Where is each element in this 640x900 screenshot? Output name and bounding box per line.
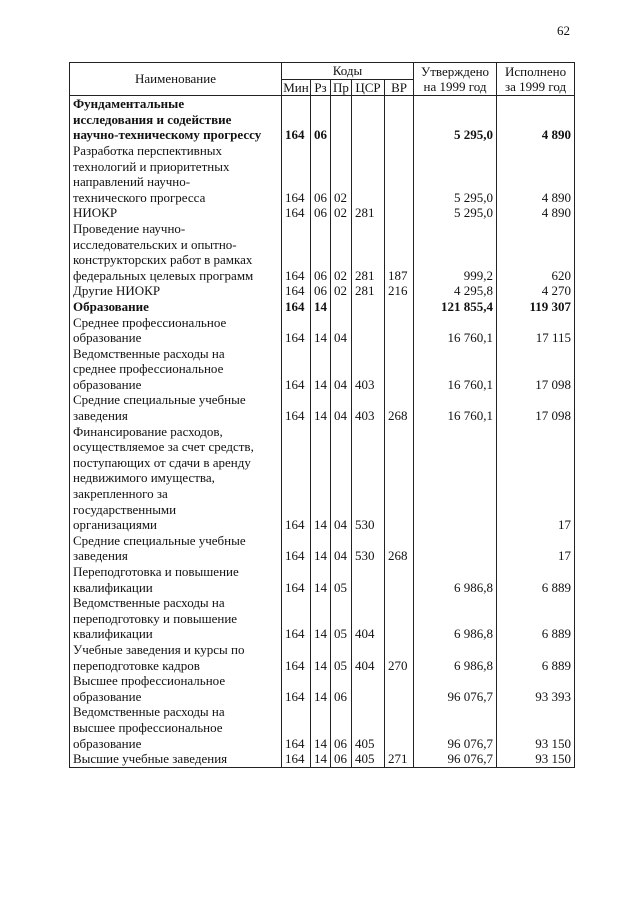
table-row [70,424,575,533]
cell-executed: 4 890 [497,96,575,143]
cell-rz: 14 [311,315,331,346]
cell-vr [385,346,414,393]
cell-approved: 121 855,4 [414,299,497,315]
cell-rz: 14 [311,346,331,393]
cell-csr: 530 [352,424,385,533]
cell-approved: 16 760,1 [414,346,497,393]
table-row [70,564,575,595]
cell-executed: 17 098 [497,392,575,423]
cell-csr: 403 [352,392,385,423]
cell-vr [385,564,414,595]
cell-vr [385,315,414,346]
cell-executed: 620 [497,221,575,283]
table-row [70,642,575,673]
row-name [70,595,282,642]
page-number: 62 [557,23,570,38]
column-header-executed [497,63,575,96]
cell-executed: 93 150 [497,751,575,767]
cell-approved [414,533,497,564]
row-name-line: Ведомственные расходы на [73,704,225,720]
cell-rz: 14 [311,751,331,767]
cell-approved: 6 986,8 [414,642,497,673]
cell-vr: 270 [385,642,414,673]
cell-pr: 04 [331,533,352,564]
row-name-line: переподготовке кадров [73,657,200,673]
cell-min: 164 [282,533,311,564]
cell-pr: 04 [331,392,352,423]
cell-min: 164 [282,595,311,642]
row-name-line: переподготовку и повышение [73,610,238,626]
cell-min: 164 [282,704,311,751]
cell-executed: 93 393 [497,673,575,704]
cell-vr [385,595,414,642]
row-name-line: образование [73,330,142,346]
row-name-line: технологий и приоритетных [73,158,230,174]
row-name-line: Разработка перспективных [73,142,223,158]
cell-rz: 14 [311,424,331,533]
cell-executed: 6 889 [497,564,575,595]
cell-csr: 530 [352,533,385,564]
row-name-line: НИОКР [73,205,118,221]
cell-vr [385,96,414,143]
row-name [70,751,282,767]
row-name-line: Фундаментальные [73,96,185,112]
row-name-line: Ведомственные расходы на [73,595,225,611]
cell-min: 164 [282,315,311,346]
cell-min: 164 [282,96,311,143]
row-name [70,143,282,205]
cell-executed: 6 889 [497,595,575,642]
cell-rz: 14 [311,642,331,673]
approved-header-line2: на 1999 год [423,79,487,95]
cell-min: 164 [282,392,311,423]
table-row [70,673,575,704]
cell-vr [385,299,414,315]
column-header-min: Мин [283,79,309,95]
row-name-line: Проведение научно- [73,220,186,236]
cell-pr: 06 [331,751,352,767]
cell-csr [352,315,385,346]
cell-executed: 119 307 [497,299,575,315]
cell-approved: 5 295,0 [414,96,497,143]
cell-csr [352,299,385,315]
row-name-line: научно-техническому прогрессу [73,127,262,143]
row-name-line: поступающих от сдачи в аренду [73,454,251,470]
cell-pr: 02 [331,221,352,283]
cell-approved: 4 295,8 [414,283,497,299]
table-row [70,315,575,346]
table-row [70,346,575,393]
row-name-line: образование [73,688,142,704]
cell-min: 164 [282,424,311,533]
row-name [70,704,282,751]
row-name-line: Учебные заведения и курсы по [73,641,245,657]
cell-csr: 404 [352,642,385,673]
cell-csr: 281 [352,221,385,283]
cell-rz: 14 [311,564,331,595]
cell-vr [385,143,414,205]
cell-pr: 05 [331,595,352,642]
cell-executed: 17 [497,424,575,533]
cell-rz: 06 [311,283,331,299]
column-header-rz: Рз [311,79,331,96]
cell-min: 164 [282,564,311,595]
table-row [70,595,575,642]
cell-pr: 02 [331,143,352,205]
table-row [70,96,575,143]
cell-min: 164 [282,283,311,299]
cell-csr: 403 [352,346,385,393]
cell-approved: 5 295,0 [414,205,497,221]
row-name-line: исследовательских и опытно- [73,236,237,252]
table-row [70,205,575,221]
row-name-line: образование [73,376,142,392]
table-row [70,751,575,767]
cell-pr [331,299,352,315]
cell-approved: 999,2 [414,221,497,283]
cell-min: 164 [282,642,311,673]
column-header-codes: Коды [282,63,414,80]
cell-csr [352,96,385,143]
cell-rz: 14 [311,392,331,423]
executed-header-line1: Исполнено [504,64,567,80]
row-name-line: исследования и содействие [73,111,232,127]
cell-csr: 281 [352,205,385,221]
table-row [70,392,575,423]
cell-pr: 04 [331,315,352,346]
cell-pr: 02 [331,283,352,299]
cell-approved: 16 760,1 [414,315,497,346]
cell-approved: 6 986,8 [414,595,497,642]
row-name-line: Другие НИОКР [73,283,161,299]
cell-min: 164 [282,299,311,315]
budget-table [69,62,575,768]
cell-min: 164 [282,346,311,393]
table-header [70,63,575,96]
approved-header-line1: Утверждено [421,64,490,80]
row-name [70,424,282,533]
cell-min: 164 [282,751,311,767]
row-name-line: государственными [73,501,177,517]
cell-min: 164 [282,143,311,205]
table-row [70,704,575,751]
cell-csr: 404 [352,595,385,642]
cell-approved: 6 986,8 [414,564,497,595]
row-name [70,564,282,595]
cell-vr [385,205,414,221]
cell-executed: 93 150 [497,704,575,751]
cell-rz: 14 [311,595,331,642]
executed-header-line2: за 1999 год [504,79,567,95]
row-name-line: конструкторских работ в рамках [73,252,253,268]
cell-rz: 06 [311,96,331,143]
cell-executed: 4 890 [497,205,575,221]
table-row [70,221,575,283]
cell-pr: 04 [331,346,352,393]
cell-min: 164 [282,205,311,221]
table-body [70,96,575,768]
row-name [70,346,282,393]
row-name [70,283,282,299]
table-row [70,299,575,315]
cell-pr: 04 [331,424,352,533]
cell-approved: 5 295,0 [414,143,497,205]
cell-pr: 06 [331,673,352,704]
row-name [70,96,282,143]
cell-approved [414,424,497,533]
cell-approved: 16 760,1 [414,392,497,423]
row-name-line: Образование [73,298,149,314]
row-name-line: Ведомственные расходы на [73,345,225,361]
cell-rz: 14 [311,533,331,564]
cell-pr [331,96,352,143]
cell-vr: 187 [385,221,414,283]
cell-approved: 96 076,7 [414,751,497,767]
row-name-line: квалификации [73,579,153,595]
row-name-line: технического прогресса [73,189,206,205]
cell-vr: 216 [385,283,414,299]
row-name-line: закрепленного за [73,486,168,502]
row-name-line: Среднее профессиональное [73,314,227,330]
row-name-line: Финансирование расходов, [73,423,223,439]
cell-vr [385,673,414,704]
row-name-line: квалификации [73,626,153,642]
cell-min: 164 [282,221,311,283]
row-name [70,205,282,221]
cell-csr [352,143,385,205]
row-name [70,221,282,283]
row-name-line: заведения [73,408,128,424]
cell-rz: 14 [311,673,331,704]
column-header-approved [414,63,497,96]
table-row [70,533,575,564]
cell-vr: 271 [385,751,414,767]
row-name [70,642,282,673]
row-name-line: среднее профессиональное [73,361,224,377]
row-name-line: организациями [73,517,157,533]
row-name-line: заведения [73,548,128,564]
column-header-vr: ВР [385,79,414,96]
cell-executed: 17 [497,533,575,564]
cell-rz: 06 [311,143,331,205]
cell-pr: 05 [331,564,352,595]
row-name-line: образование [73,735,142,751]
cell-vr: 268 [385,392,414,423]
column-header-name: Наименование [70,63,282,96]
cell-executed: 17 098 [497,346,575,393]
cell-csr [352,673,385,704]
cell-vr: 268 [385,533,414,564]
cell-csr: 405 [352,751,385,767]
cell-rz: 14 [311,704,331,751]
column-header-pr: Пр [331,79,352,96]
cell-executed: 17 115 [497,315,575,346]
table-row [70,143,575,205]
row-name-line: осуществляемое за счет средств, [73,439,254,455]
cell-vr [385,424,414,533]
column-header-csr: ЦСР [352,79,385,96]
cell-rz: 06 [311,205,331,221]
cell-rz: 06 [311,221,331,283]
cell-pr: 06 [331,704,352,751]
row-name-line: Средние специальные учебные [73,392,246,408]
cell-min: 164 [282,673,311,704]
cell-pr: 02 [331,205,352,221]
cell-rz: 14 [311,299,331,315]
cell-executed: 4 270 [497,283,575,299]
cell-pr: 05 [331,642,352,673]
cell-executed: 4 890 [497,143,575,205]
table-row [70,283,575,299]
row-name-line: федеральных целевых программ [73,267,254,283]
row-name-line: Высшее профессиональное [73,673,226,689]
row-name-line: Переподготовка и повышение [73,564,239,579]
cell-executed: 6 889 [497,642,575,673]
cell-approved: 96 076,7 [414,704,497,751]
row-name-line: Высшие учебные заведения [73,751,228,767]
row-name [70,392,282,423]
row-name-line: недвижимого имущества, [73,470,215,486]
cell-vr [385,704,414,751]
row-name-line: Средние специальные учебные [73,532,246,548]
cell-approved: 96 076,7 [414,673,497,704]
row-name-line: направлений научно- [73,174,191,190]
row-name [70,315,282,346]
cell-csr: 281 [352,283,385,299]
row-name [70,533,282,564]
row-name-line: высшее профессиональное [73,719,223,735]
row-name [70,299,282,315]
cell-csr: 405 [352,704,385,751]
row-name [70,673,282,704]
cell-csr [352,564,385,595]
